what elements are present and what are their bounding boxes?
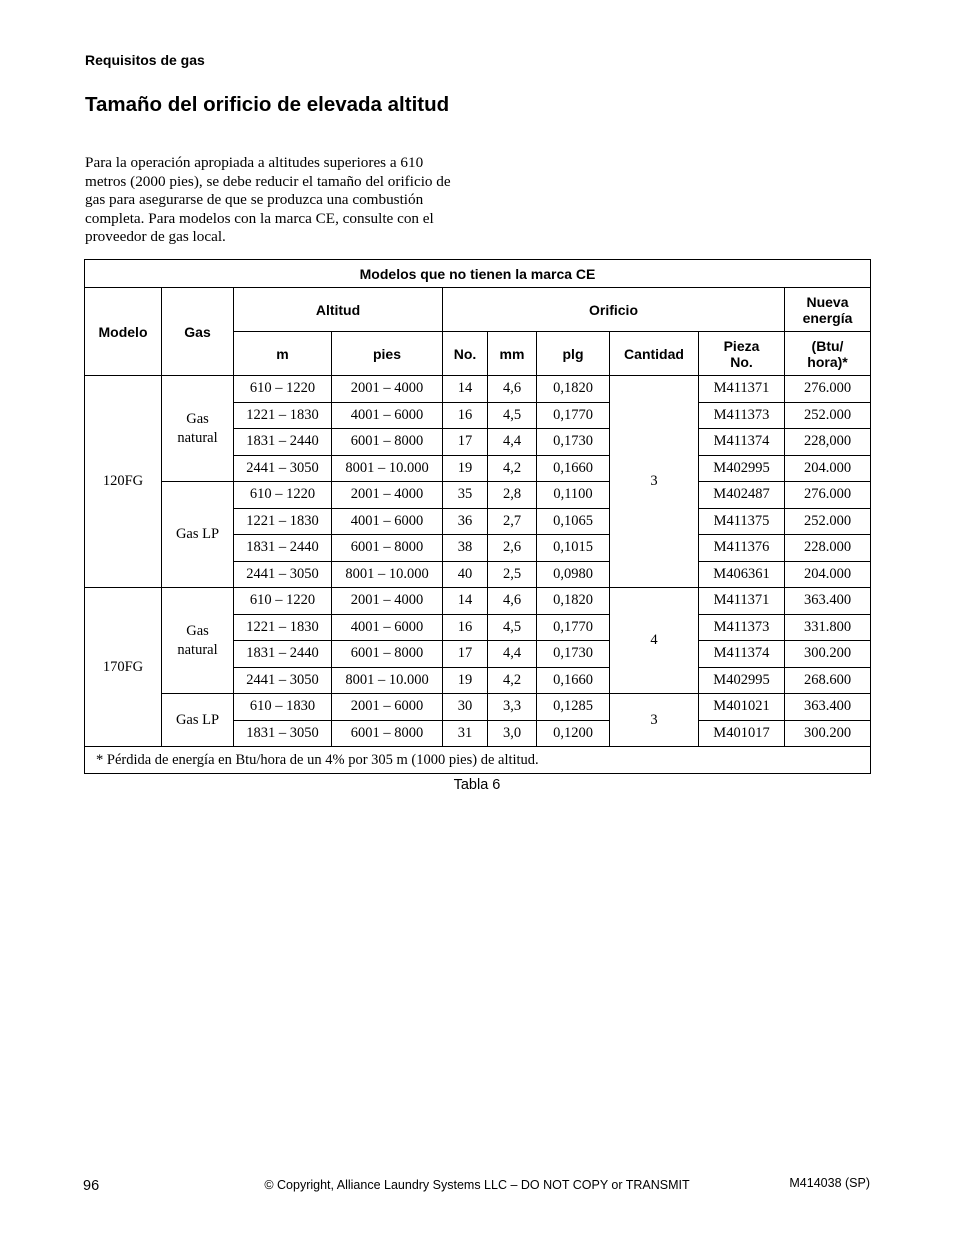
table-row bbox=[85, 588, 871, 615]
altitude-m-cell: 1831 – 2440 bbox=[234, 641, 332, 668]
part-number-cell: M411376 bbox=[699, 535, 785, 562]
orifice-no-cell: 30 bbox=[443, 694, 488, 721]
orifice-no-cell: 31 bbox=[443, 720, 488, 747]
orifice-in-cell: 0,1770 bbox=[537, 614, 610, 641]
orifice-in-cell: 0,1730 bbox=[537, 641, 610, 668]
orifice-mm-cell: 2,8 bbox=[488, 482, 537, 509]
quantity-cell: 3 bbox=[610, 694, 699, 747]
gas-type-label: Gas natural bbox=[177, 410, 218, 446]
orifice-no-cell: 16 bbox=[443, 614, 488, 641]
energy-cell: 252.000 bbox=[785, 508, 871, 535]
altitude-ft-cell: 8001 – 10.000 bbox=[332, 667, 443, 694]
orifice-in-cell: 0,1820 bbox=[537, 376, 610, 403]
orifice-mm-cell: 2,7 bbox=[488, 508, 537, 535]
part-number-cell: M411373 bbox=[699, 402, 785, 429]
altitude-ft-cell: 6001 – 8000 bbox=[332, 535, 443, 562]
gas-type-cell bbox=[162, 482, 234, 588]
orifice-in-cell: 0,0980 bbox=[537, 561, 610, 588]
altitude-ft-cell: 2001 – 4000 bbox=[332, 482, 443, 509]
orifice-in-cell: 0,1065 bbox=[537, 508, 610, 535]
altitude-m-cell: 1831 – 3050 bbox=[234, 720, 332, 747]
model-cell: 170FG bbox=[85, 588, 162, 747]
quantity-cell: 3 bbox=[610, 376, 699, 588]
part-number-cell: M402995 bbox=[699, 455, 785, 482]
orifice-mm-cell: 4,2 bbox=[488, 455, 537, 482]
orifice-no-cell: 19 bbox=[443, 455, 488, 482]
orifice-in-cell: 0,1285 bbox=[537, 694, 610, 721]
orifice-no-cell: 14 bbox=[443, 376, 488, 403]
orifice-no-cell: 17 bbox=[443, 429, 488, 456]
altitude-m-cell: 1221 – 1830 bbox=[234, 508, 332, 535]
altitude-ft-cell: 2001 – 4000 bbox=[332, 588, 443, 615]
altitude-m-cell: 610 – 1220 bbox=[234, 376, 332, 403]
header-cantidad: Cantidad bbox=[610, 332, 699, 376]
altitude-m-cell: 1831 – 2440 bbox=[234, 535, 332, 562]
orifice-in-cell: 0,1200 bbox=[537, 720, 610, 747]
orifice-mm-cell: 4,2 bbox=[488, 667, 537, 694]
part-number-cell: M402995 bbox=[699, 667, 785, 694]
part-number-cell: M402487 bbox=[699, 482, 785, 509]
orifice-no-cell: 16 bbox=[443, 402, 488, 429]
header-pieza: Pieza No. bbox=[699, 332, 785, 376]
header-pies: pies bbox=[332, 332, 443, 376]
part-number-cell: M411374 bbox=[699, 429, 785, 456]
energy-cell: 276.000 bbox=[785, 482, 871, 509]
orifice-mm-cell: 4,5 bbox=[488, 402, 537, 429]
orifice-in-cell: 0,1730 bbox=[537, 429, 610, 456]
part-number-cell: M411371 bbox=[699, 588, 785, 615]
energy-cell: 268.600 bbox=[785, 667, 871, 694]
quantity-cell: 4 bbox=[610, 588, 699, 694]
gas-type-cell bbox=[162, 588, 234, 694]
energy-cell: 204.000 bbox=[785, 455, 871, 482]
part-number-cell: M401021 bbox=[699, 694, 785, 721]
orifice-table bbox=[84, 259, 871, 774]
altitude-ft-cell: 6001 – 8000 bbox=[332, 720, 443, 747]
orifice-mm-cell: 2,5 bbox=[488, 561, 537, 588]
gas-type-label: Gas LP bbox=[175, 711, 220, 728]
part-number-cell: M406361 bbox=[699, 561, 785, 588]
energy-cell: 363.400 bbox=[785, 694, 871, 721]
altitude-m-cell: 2441 – 3050 bbox=[234, 667, 332, 694]
header-gas: Gas bbox=[162, 288, 234, 376]
copyright-notice: © Copyright, Alliance Laundry Systems LLC – DO NOT COPY or TRANSMIT bbox=[264, 1178, 690, 1192]
altitude-ft-cell: 4001 – 6000 bbox=[332, 614, 443, 641]
header-m: m bbox=[234, 332, 332, 376]
altitude-ft-cell: 4001 – 6000 bbox=[332, 402, 443, 429]
header-plg: plg bbox=[537, 332, 610, 376]
gas-type-label: Gas natural bbox=[177, 622, 218, 658]
orifice-mm-cell: 2,6 bbox=[488, 535, 537, 562]
orifice-no-cell: 36 bbox=[443, 508, 488, 535]
part-number-cell: M411371 bbox=[699, 376, 785, 403]
orifice-mm-cell: 4,6 bbox=[488, 376, 537, 403]
orifice-no-cell: 17 bbox=[443, 641, 488, 668]
gas-type-cell bbox=[162, 376, 234, 482]
orifice-mm-cell: 3,3 bbox=[488, 694, 537, 721]
table-body bbox=[85, 376, 871, 747]
part-number-cell: M401017 bbox=[699, 720, 785, 747]
energy-cell: 204.000 bbox=[785, 561, 871, 588]
gas-type-cell bbox=[162, 694, 234, 747]
altitude-ft-cell: 4001 – 6000 bbox=[332, 508, 443, 535]
altitude-ft-cell: 8001 – 10.000 bbox=[332, 455, 443, 482]
altitude-ft-cell: 8001 – 10.000 bbox=[332, 561, 443, 588]
header-modelo: Modelo bbox=[85, 288, 162, 376]
altitude-ft-cell: 6001 – 8000 bbox=[332, 429, 443, 456]
altitude-ft-cell: 6001 – 8000 bbox=[332, 641, 443, 668]
altitude-m-cell: 2441 – 3050 bbox=[234, 455, 332, 482]
energy-cell: 228,000 bbox=[785, 429, 871, 456]
orifice-no-cell: 35 bbox=[443, 482, 488, 509]
table-title: Modelos que no tienen la marca CE bbox=[85, 260, 871, 288]
page-title: Tamaño del orificio de elevada altitud bbox=[85, 93, 450, 116]
page-number: 96 bbox=[83, 1178, 100, 1194]
table-row bbox=[85, 694, 871, 721]
part-number-cell: M411375 bbox=[699, 508, 785, 535]
energy-cell: 300.200 bbox=[785, 641, 871, 668]
orifice-no-cell: 38 bbox=[443, 535, 488, 562]
part-number-cell: M411373 bbox=[699, 614, 785, 641]
header-altitud: Altitud bbox=[234, 288, 443, 332]
orifice-in-cell: 0,1820 bbox=[537, 588, 610, 615]
orifice-in-cell: 0,1015 bbox=[537, 535, 610, 562]
table-caption: Tabla 6 bbox=[453, 777, 501, 793]
altitude-ft-cell: 2001 – 4000 bbox=[332, 376, 443, 403]
altitude-m-cell: 610 – 1830 bbox=[234, 694, 332, 721]
gas-type-label: Gas LP bbox=[175, 526, 220, 542]
energy-cell: 363.400 bbox=[785, 588, 871, 615]
energy-cell: 331.800 bbox=[785, 614, 871, 641]
section-header: Requisitos de gas bbox=[85, 52, 205, 68]
altitude-m-cell: 1221 – 1830 bbox=[234, 402, 332, 429]
orifice-in-cell: 0,1660 bbox=[537, 667, 610, 694]
part-number-cell: M411374 bbox=[699, 641, 785, 668]
altitude-m-cell: 610 – 1220 bbox=[234, 588, 332, 615]
table-row bbox=[85, 482, 871, 509]
orifice-mm-cell: 4,6 bbox=[488, 588, 537, 615]
altitude-m-cell: 1831 – 2440 bbox=[234, 429, 332, 456]
orifice-no-cell: 40 bbox=[443, 561, 488, 588]
orifice-mm-cell: 3,0 bbox=[488, 720, 537, 747]
document-id: M414038 (SP) bbox=[789, 1176, 870, 1190]
orifice-in-cell: 0,1100 bbox=[537, 482, 610, 509]
altitude-m-cell: 1221 – 1830 bbox=[234, 614, 332, 641]
header-btu: (Btu/ hora)* bbox=[785, 332, 871, 376]
altitude-m-cell: 2441 – 3050 bbox=[234, 561, 332, 588]
altitude-ft-cell: 2001 – 6000 bbox=[332, 694, 443, 721]
orifice-mm-cell: 4,4 bbox=[488, 429, 537, 456]
orifice-mm-cell: 4,5 bbox=[488, 614, 537, 641]
header-mm: mm bbox=[488, 332, 537, 376]
energy-cell: 228.000 bbox=[785, 535, 871, 562]
header-no: No. bbox=[443, 332, 488, 376]
orifice-in-cell: 0,1660 bbox=[537, 455, 610, 482]
energy-cell: 300.200 bbox=[785, 720, 871, 747]
energy-cell: 276.000 bbox=[785, 376, 871, 403]
header-nueva-energia: Nueva energía bbox=[785, 288, 871, 332]
intro-paragraph: Para la operación apropiada a altitudes superiores a 610 metros (2000 pies), se debe reducir el tamaño del orificio de gas para asegurarse de que se produzca una combustión completa. Para modelos con la marca CE, consulte con el proveedor de gas local. bbox=[85, 154, 451, 245]
energy-cell: 252.000 bbox=[785, 402, 871, 429]
model-cell: 120FG bbox=[85, 376, 162, 588]
orifice-mm-cell: 4,4 bbox=[488, 641, 537, 668]
altitude-m-cell: 610 – 1220 bbox=[234, 482, 332, 509]
header-orificio: Orificio bbox=[443, 288, 785, 332]
table-footnote: * Pérdida de energía en Btu/hora de un 4% por 305 m (1000 pies) de altitud. bbox=[85, 747, 871, 774]
orifice-in-cell: 0,1770 bbox=[537, 402, 610, 429]
orifice-no-cell: 19 bbox=[443, 667, 488, 694]
table-row bbox=[85, 376, 871, 403]
orifice-no-cell: 14 bbox=[443, 588, 488, 615]
